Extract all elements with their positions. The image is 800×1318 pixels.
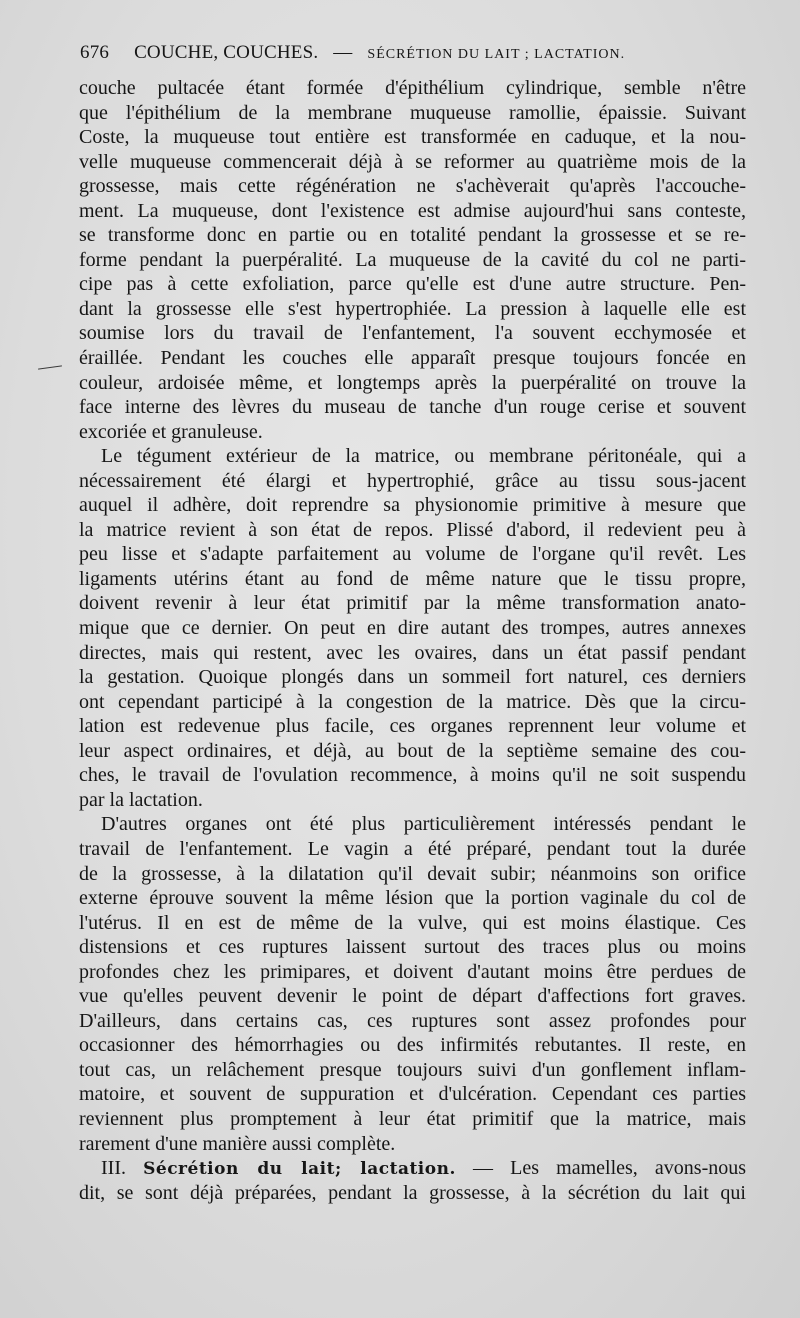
text-line: excoriée et granuleuse.	[79, 420, 263, 443]
text-line: nécessairement été élargi et hypertrophié, grâce au tissu sous-jacent	[79, 469, 746, 492]
text-line: matoire, et souvent de suppuration et d'ulcération. Cependant ces parties	[79, 1083, 746, 1106]
text-line: se transforme donc en partie ou en totalité pendant la grossesse et se re-	[79, 224, 746, 247]
text-line: dit, se sont déjà préparées, pendant la grossesse, à la sécrétion du lait qui	[79, 1181, 746, 1204]
text-line: distensions et ces ruptures laissent surtout des traces plus ou moins	[79, 936, 746, 959]
text-line: par la lactation.	[79, 788, 203, 811]
text-line: lation est redevenue plus facile, ces organes reprennent leur volume et	[79, 715, 746, 738]
running-title: COUCHE, COUCHES.	[134, 42, 319, 63]
text-line: leur aspect ordinaires, et déjà, au bout de la septième semaine des cou-	[79, 739, 746, 762]
text-line: couche pultacée étant formée d'épithélium cylindrique, semble n'être	[79, 77, 746, 99]
text-line: profondes chez les primipares, et doivent d'autant moins être perdues de	[79, 960, 746, 983]
text-line: travail de l'enfantement. Le vagin a été préparé, pendant tout la durée	[79, 837, 746, 860]
header-separator: —	[333, 42, 353, 63]
text-line: éraillée. Pendant les couches elle apparaît presque toujours foncée en	[79, 347, 746, 370]
section-number: III.	[101, 1157, 126, 1180]
text-line: dant la grossesse elle s'est hypertrophiée. La pression à laquelle elle est	[79, 297, 746, 320]
text-line: Le tégument extérieur de la matrice, ou membrane péritonéale, qui a	[101, 445, 746, 468]
text-line: peu lisse et s'adapte parfaitement au volume de l'organe qu'il revêt. Les	[79, 543, 746, 566]
text-line: de la grossesse, à la dilatation qu'il devait subir; néanmoins son orifice	[79, 862, 746, 885]
text-line: que l'épithélium de la membrane muqueuse ramollie, épaissie. Suivant	[79, 101, 746, 124]
text-line: tout cas, un relâchement presque toujours suivi d'un gonflement inflam-	[79, 1058, 746, 1081]
text-line: ligaments utérins étant au fond de même nature que le tissu propre,	[79, 567, 746, 590]
text-line: D'ailleurs, dans certains cas, ces ruptures sont assez profondes pour	[79, 1009, 746, 1032]
text-line: externe éprouve souvent la même lésion que la portion vaginale du col de	[79, 887, 746, 910]
text-line: mique que ce dernier. On peut en dire autant des trompes, autres annexes	[79, 617, 746, 640]
text-line: face interne des lèvres du museau de tanche d'un rouge cerise et souvent	[79, 396, 746, 419]
text-line: cipe pas à cette exfoliation, parce qu'elle est d'une autre structure. Pen-	[79, 273, 746, 296]
text-line: forme pendant la puerpéralité. La muqueuse de la cavité du col ne parti-	[79, 248, 746, 271]
text-line: doivent revenir à leur état primitif par la même transformation anato-	[79, 592, 746, 615]
text-line: ont cependant participé à la congestion de la matrice. Dès que la circu-	[79, 690, 746, 713]
section-text: — Les mamelles, avons-nous	[473, 1157, 746, 1180]
text-line: couleur, ardoisée même, et longtemps après la puerpéralité on trouve la	[79, 371, 746, 394]
text-body	[79, 76, 746, 1205]
text-line: auquel il adhère, doit reprendre sa physionomie primitive à mesure que	[79, 494, 746, 517]
text-line: soumise lors du travail de l'enfantement, l'a souvent ecchymosée et	[79, 322, 746, 345]
text-line: la matrice revient à son état de repos. Plissé d'abord, il redevient peu à	[79, 518, 746, 541]
text-line: ment. La muqueuse, dont l'existence est admise aujourd'hui sans conteste,	[79, 199, 746, 222]
text-line: velle muqueuse commencerait déjà à se reformer au quatrième mois de la	[79, 150, 746, 173]
text-line: ches, le travail de l'ovulation recommence, à moins qu'il ne soit suspendu	[79, 764, 746, 787]
page-number: 676	[80, 42, 110, 63]
margin-mark	[38, 365, 62, 369]
text-line: rarement d'une manière aussi complète.	[79, 1132, 396, 1155]
running-subtitle: SÉCRÉTION DU LAIT ; LACTATION.	[367, 47, 626, 62]
section-heading: Sécrétion du lait; lactation.	[143, 1159, 456, 1180]
text-line: vue qu'elles peuvent devenir le point de départ d'affections fort graves.	[79, 985, 746, 1008]
text-line: occasionner des hémorrhagies ou des infirmités rebutantes. Il reste, en	[79, 1034, 746, 1057]
text-line: Coste, la muqueuse tout entière est transformée en caduque, et la nou-	[79, 126, 746, 149]
running-header	[80, 42, 760, 72]
text-line: D'autres organes ont été plus particulièrement intéressés pendant le	[101, 813, 746, 836]
text-line: la gestation. Quoique plongés dans un sommeil fort naturel, ces derniers	[79, 666, 746, 689]
text-line: reviennent plus promptement à leur état primitif que la matrice, mais	[79, 1107, 746, 1130]
text-line: directes, mais qui restent, avec les ovaires, dans un état passif pendant	[79, 641, 746, 664]
text-line: grossesse, mais cette régénération ne s'achèverait qu'après l'accouche-	[79, 175, 746, 198]
text-line: l'utérus. Il en est de même de la vulve, qui est moins élastique. Ces	[79, 911, 746, 934]
section-heading-line	[79, 1156, 746, 1181]
